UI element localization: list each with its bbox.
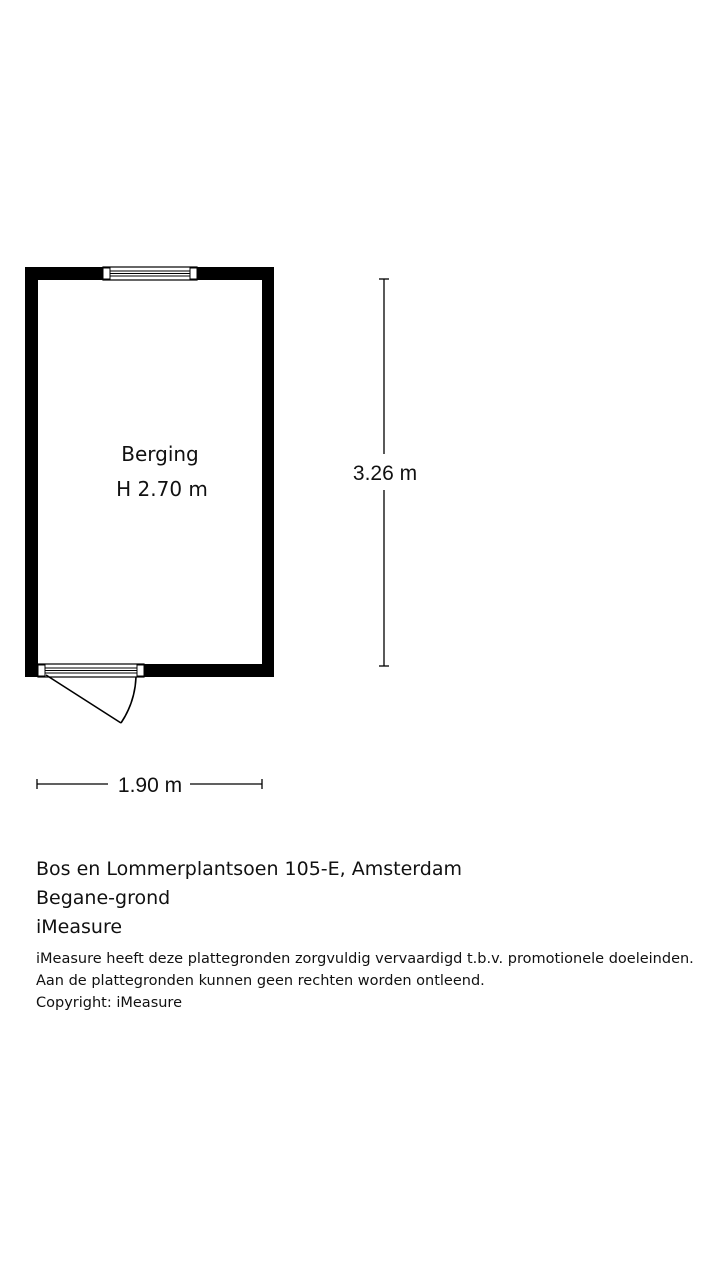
depth-label: 3.26 m: [352, 462, 418, 485]
depth-dimension: [353, 279, 417, 666]
room-height: H 2.70 m: [116, 477, 208, 501]
copyright: Copyright: iMeasure: [36, 995, 182, 1011]
disclaimer-line-2: Aan de plattegronden kunnen geen rechten worden ontleend.: [36, 973, 485, 989]
company-name: iMeasure: [36, 916, 123, 938]
plan-info: [36, 855, 716, 1014]
width-label: 1.90 m: [117, 774, 183, 797]
disclaimer-line-1: iMeasure heeft deze plattegronden zorgvuldig vervaardigd t.b.v. promotionele doeleinden.: [36, 951, 694, 967]
door-opening: [38, 664, 144, 677]
room-name: Berging: [121, 442, 199, 466]
disclaimer: [36, 948, 716, 1014]
floor-name: Begane-grond: [36, 887, 171, 909]
width-dimension: [37, 774, 262, 797]
window-top: [103, 267, 197, 280]
walls: [25, 267, 274, 677]
address: Bos en Lommerplantsoen 105-E, Amsterdam: [36, 858, 462, 880]
door-swing: [46, 675, 136, 723]
outer-wall: [25, 267, 274, 677]
